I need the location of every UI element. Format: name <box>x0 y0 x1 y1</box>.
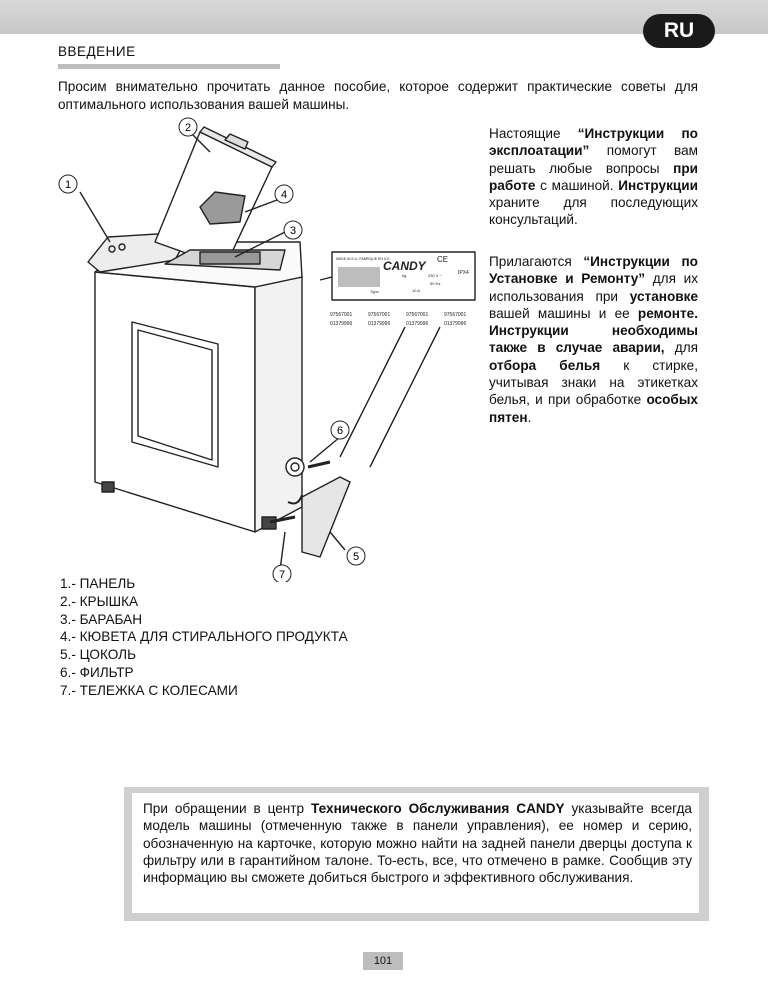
plate-model-label: MADE IN E.U. FABRIQUE EN U.E. <box>336 257 391 261</box>
plate-code-bottom-2: 01379996 <box>368 321 391 327</box>
text-run: при работе <box>489 160 698 193</box>
text-run: особых пятен <box>489 392 698 425</box>
text-run: Настоящие <box>489 126 578 141</box>
text-run: храните для последующих консультаций. <box>489 195 698 228</box>
text-run: указывайте всегда модель машины (отмеченную также в панели управления), ее номер и серию, обозначенную на карточке, которую можно найти на задней панели дверцы доступа к фильтру или в гарантийном талоне. То-есть, все, что отмечено в рамке. Сообщив эту информацию вы сможете добиться быстрого и эффективного обслуживания. <box>143 801 692 886</box>
plate-code-top-3: 97567001 <box>406 312 429 318</box>
text-run: Технического Обслуживания CANDY <box>311 801 565 816</box>
plate-code-top-4: 97567001 <box>444 312 467 318</box>
intro-paragraph: Просим внимательно прочитать данное пособие, которое содержит практические советы для оптимального использования вашей машины. <box>58 79 698 112</box>
plate-voltage: 230 V ~ <box>428 273 442 278</box>
legend-item: 3.- БАРАБАН <box>60 611 143 627</box>
plate-kg: kg <box>402 273 407 278</box>
legend-item: 1.- ПАНЕЛЬ <box>60 576 136 591</box>
plate-code-bottom-1: 01379996 <box>330 321 353 327</box>
plate-amp: 10 A <box>412 288 421 293</box>
text-run: установке <box>629 288 698 304</box>
language-badge: RU <box>643 14 715 48</box>
service-notice-text <box>143 800 692 886</box>
text-run: вашей машины и ее <box>489 305 638 321</box>
svg-text:2: 2 <box>184 122 192 134</box>
text-run: Прилагаются <box>489 254 584 269</box>
instructions-paragraph <box>489 125 698 229</box>
legend-item: 4.- КЮВЕТА ДЛЯ СТИРАЛЬНОГО ПРОДУКТА <box>60 629 348 645</box>
legend-item: 5.- ЦОКОЛЬ <box>60 647 136 663</box>
text-run: помогут вам решать любые вопросы <box>489 143 698 176</box>
text-run: Инструкции <box>618 177 698 193</box>
page-number: 101 <box>363 952 403 970</box>
text-run: к стирке, учитывая знаки на этикетках белья, и при обработке <box>489 357 698 408</box>
service-notice-box <box>124 787 709 921</box>
service-notice-inner <box>132 793 699 913</box>
callout-2 <box>179 118 197 136</box>
callout-4 <box>275 185 293 203</box>
svg-text:5: 5 <box>352 551 360 563</box>
legend-item: 7.- ТЕЛЕЖКА С КОЛЕСАМИ <box>60 682 238 698</box>
text-run: для <box>664 340 698 356</box>
plate-code-top-1: 97567001 <box>330 312 353 318</box>
text-run: для их использования при <box>489 271 698 304</box>
installation-paragraph <box>489 253 698 426</box>
plate-freq: 50 Hz <box>430 281 441 286</box>
callout-3 <box>284 221 302 239</box>
callout-6 <box>331 421 349 439</box>
text-run: “Инструкции по Установке и Ремонту” <box>489 254 698 287</box>
text-run: . <box>527 409 532 425</box>
washing-machine-diagram <box>40 112 480 582</box>
plate-code-bottom-3: 01379996 <box>406 321 429 327</box>
text-run: ремонте. Инструкции необходимы также в случае аварии, <box>489 305 698 356</box>
plate-ipx: IPX4 <box>458 270 469 276</box>
svg-text:7: 7 <box>278 569 286 581</box>
plate-code-top-2: 97567001 <box>368 312 391 318</box>
text-run: отбора белья <box>489 357 601 373</box>
svg-text:6: 6 <box>336 425 344 437</box>
plate-code-bottom-4: 01379996 <box>444 321 467 327</box>
text-run: При обращении в центр <box>143 801 311 816</box>
plate-type: Type <box>370 289 379 294</box>
svg-text:1: 1 <box>64 179 72 191</box>
callout-1 <box>59 175 77 193</box>
callout-5 <box>347 547 365 565</box>
svg-text:3: 3 <box>289 225 297 237</box>
text-run: “Инструкции по эксплоатации” <box>489 126 698 159</box>
parts-legend <box>60 575 348 700</box>
legend-item: 2.- КРЫШКА <box>60 593 139 609</box>
title-underline <box>58 64 280 69</box>
plate-ce: CE <box>437 255 449 264</box>
legend-item: 6.- ФИЛЬТР <box>60 664 134 680</box>
section-title: ВВЕДЕНИЕ <box>58 44 136 59</box>
text-run: с машиной. <box>535 177 619 193</box>
plate-brand: CANDY <box>383 259 426 273</box>
svg-text:4: 4 <box>280 189 288 201</box>
